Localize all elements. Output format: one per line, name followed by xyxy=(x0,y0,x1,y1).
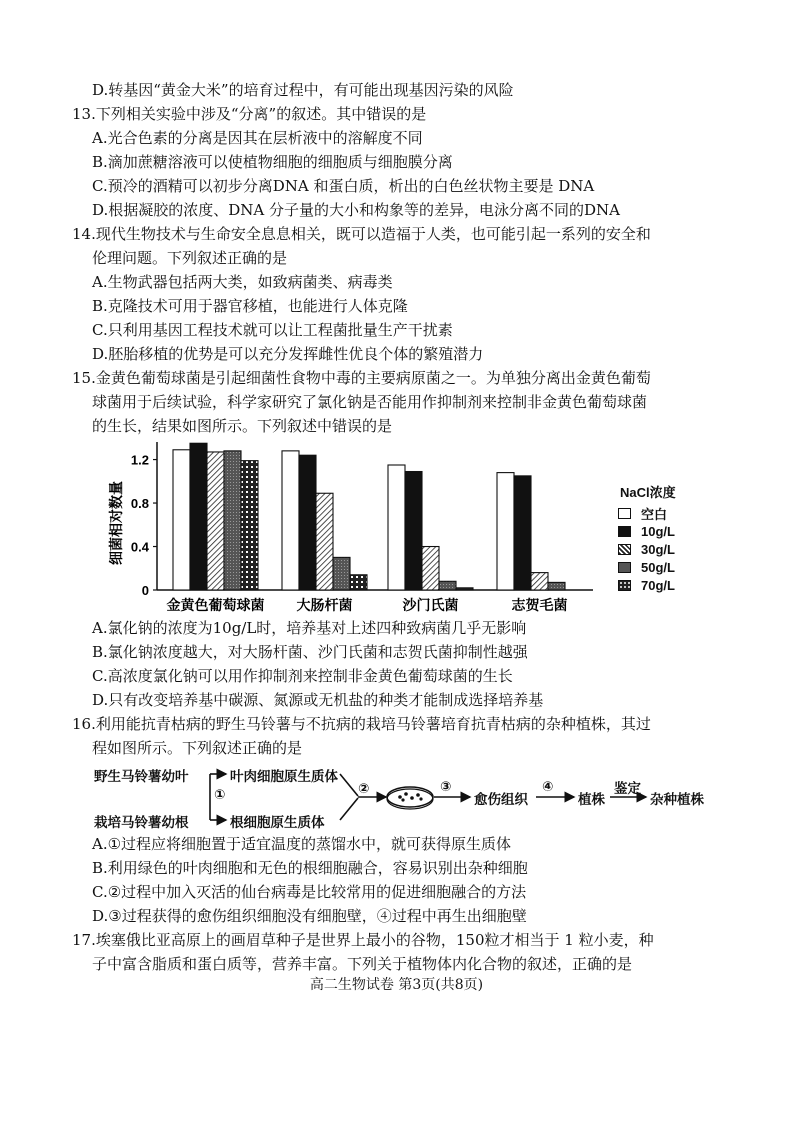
legend-label: 10g/L xyxy=(641,523,675,539)
bar-3-2 xyxy=(405,472,422,590)
question-line: 16.利用能抗青枯病的野生马铃薯与不抗病的栽培马铃薯培育抗青枯病的杂种植株，其过 xyxy=(72,715,651,733)
process-diagram xyxy=(90,760,730,836)
legend-swatch xyxy=(618,526,631,537)
bar-1-5 xyxy=(241,461,258,590)
bar-1-2 xyxy=(190,443,207,590)
step1-label: ① xyxy=(214,787,226,803)
converge-top xyxy=(340,774,358,796)
bar-1-1 xyxy=(173,450,190,590)
legend-item xyxy=(618,558,676,576)
option-line: A.氯化钠的浓度为10g/L时，培养基对上述四种致病菌几乎无影响 xyxy=(92,619,527,637)
converge-bottom xyxy=(340,798,358,820)
identify-label: 鉴定 xyxy=(614,781,641,797)
question-line: 15.金黄色葡萄球菌是引起细菌性食物中毒的主要病原菌之一。为单独分离出金黄色葡萄 xyxy=(72,369,651,387)
option-line: D.只有改变培养基中碳源、氮源或无机盐的种类才能制成选择培养基 xyxy=(92,691,544,709)
bar-2-1 xyxy=(282,451,299,590)
option-line: B.克隆技术可用于器官移植，也能进行人体克隆 xyxy=(92,297,408,315)
legend-swatch xyxy=(618,508,631,519)
legend-item xyxy=(618,504,676,522)
option-line: A.光合色素的分离是因其在层析液中的溶解度不同 xyxy=(92,129,423,147)
bar-2-4 xyxy=(333,557,350,590)
plant-label: 植株 xyxy=(578,792,605,808)
bar-4-2 xyxy=(514,476,531,590)
y-tick-label: 1.2 xyxy=(130,452,149,468)
option-line: D.转基因“黄金大米”的培育过程中，有可能出现基因污染的风险 xyxy=(92,81,514,99)
bar-2-3 xyxy=(316,493,333,590)
legend-title: NaCl浓度 xyxy=(620,485,676,500)
wild-potato-leaf: 野生马铃薯幼叶 xyxy=(94,769,189,785)
step4-label: ④ xyxy=(542,779,554,795)
bar-3-3 xyxy=(422,547,439,590)
bar-1-4 xyxy=(224,451,241,590)
legend-swatch xyxy=(618,544,631,555)
option-line: C.预冷的酒精可以初步分离DNA 和蛋白质，析出的白色丝状物主要是 DNA xyxy=(92,177,595,195)
option-line: D.根据凝胶的浓度、DNA 分子量的大小和构象等的差异，电泳分离不同的DNA xyxy=(92,201,620,219)
legend-swatch xyxy=(618,580,631,591)
step2-label: ② xyxy=(358,781,370,797)
option-line: B.氯化钠浓度越大，对大肠杆菌、沙门氏菌和志贺氏菌抑制性越强 xyxy=(92,643,528,661)
petri-dish-icon xyxy=(387,787,433,807)
hybrid-plant-label: 杂种植株 xyxy=(650,792,704,808)
question-line: 13.下列相关实验中涉及“分离”的叙述。其中错误的是 xyxy=(72,105,427,123)
bar-3-4 xyxy=(439,581,456,590)
y-tick-label: 0.8 xyxy=(130,496,149,512)
y-tick-label: 0.4 xyxy=(130,539,149,555)
option-line: C.高浓度氯化钠可以用作抑制剂来控制非金黄色葡萄球菌的生长 xyxy=(92,667,513,685)
option-line: D.③过程获得的愈伤组织细胞没有细胞壁，④过程中再生出细胞壁 xyxy=(92,907,527,925)
option-line: B.利用绿色的叶肉细胞和无色的根细胞融合，容易识别出杂种细胞 xyxy=(92,859,528,877)
legend-item xyxy=(618,522,676,540)
question-line: 17.埃塞俄比亚高原上的画眉草种子是世界上最小的谷物，150粒才相当于 1 粒小麦，种 xyxy=(72,931,654,949)
option-line: D.胚胎移植的优势是可以充分发挥雌性优良个体的繁殖潜力 xyxy=(92,345,484,363)
bar-3-1 xyxy=(388,465,405,590)
x-category-label: 大肠杆菌 xyxy=(296,598,353,614)
legend-swatch xyxy=(618,562,631,573)
bar-2-2 xyxy=(299,455,316,590)
x-category-label: 金黄色葡萄球菌 xyxy=(166,598,265,614)
bar-3-5 xyxy=(456,588,473,590)
y-axis-label: 细菌相对数量 xyxy=(109,481,125,565)
legend-label: 50g/L xyxy=(641,559,675,575)
page-footer: 高二生物试卷 第3页(共8页) xyxy=(309,977,484,993)
bar-chart xyxy=(95,440,615,618)
bar-4-3 xyxy=(531,573,548,590)
y-tick-label: 0 xyxy=(141,583,149,598)
legend-item xyxy=(618,540,676,558)
bar-4-1 xyxy=(497,473,514,590)
legend-label: 70g/L xyxy=(641,577,675,593)
mesophyll-protoplast: 叶肉细胞原生质体 xyxy=(230,769,338,785)
bar-2-5 xyxy=(350,575,367,590)
root-protoplast: 根细胞原生质体 xyxy=(230,815,325,831)
callus-label: 愈伤组织 xyxy=(474,792,528,808)
question-line: 14.现代生物技术与生命安全息息相关，既可以造福于人类，也可能引起一系列的安全和 xyxy=(72,225,651,243)
option-line: 子中富含脂质和蛋白质等，营养丰富。下列关于植物体内化合物的叙述，正确的是 xyxy=(92,955,633,973)
option-line: 伦理问题。下列叙述正确的是 xyxy=(92,249,288,267)
chart-legend xyxy=(618,482,676,594)
legend-label: 空白 xyxy=(641,506,668,522)
step3-label: ③ xyxy=(440,779,452,795)
bar-1-3 xyxy=(207,452,224,590)
option-line: 程如图所示。下列叙述正确的是 xyxy=(92,739,303,757)
bar-4-4 xyxy=(548,582,565,590)
x-category-label: 志贺毛菌 xyxy=(511,598,568,614)
cultivated-potato-root: 栽培马铃薯幼根 xyxy=(94,815,189,831)
option-line: C.只利用基因工程技术就可以让工程菌批量生产干扰素 xyxy=(92,321,453,339)
option-line: C.②过程中加入灭活的仙台病毒是比较常用的促进细胞融合的方法 xyxy=(92,883,527,901)
legend-label: 30g/L xyxy=(641,541,675,557)
option-line: A.①过程应将细胞置于适宜温度的蒸馏水中，就可获得原生质体 xyxy=(92,835,512,853)
option-line: B.滴加蔗糖溶液可以使植物细胞的细胞质与细胞膜分离 xyxy=(92,153,453,171)
option-line: A.生物武器包括两大类，如致病菌类、病毒类 xyxy=(92,273,393,291)
option-line: 的生长，结果如图所示。下列叙述中错误的是 xyxy=(92,417,393,435)
legend-item xyxy=(618,576,676,594)
option-line: 球菌用于后续试验，科学家研究了氯化钠是否能用作抑制剂来控制非金黄色葡萄球菌 xyxy=(92,393,648,411)
x-category-label: 沙门氏菌 xyxy=(402,598,459,614)
